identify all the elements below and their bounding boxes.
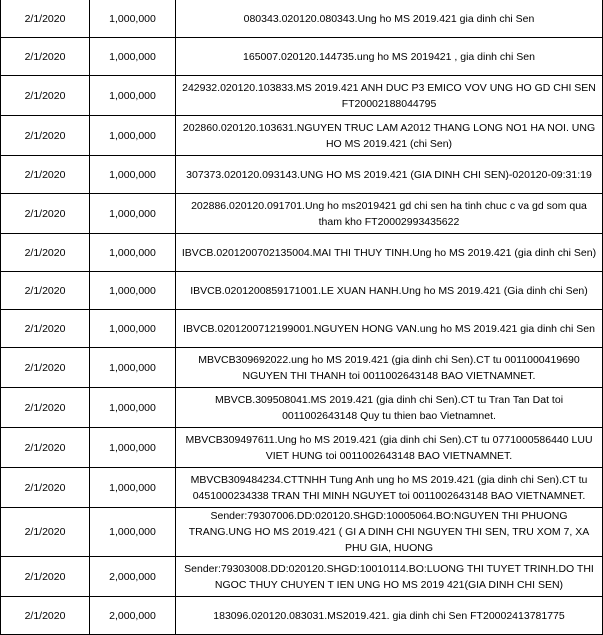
table-row (1, 348, 603, 388)
table-row (1, 156, 603, 194)
amount-cell[interactable]: 1,000,000 (90, 348, 176, 388)
table-row (1, 234, 603, 272)
description-cell[interactable]: MBVCB309692022.ung ho MS 2019.421 (gia dinh chi Sen).CT tu 0011000419690 NGUYEN THI THANH toi 0011002643148 BAO VIETNAMNET. (176, 348, 603, 388)
table-row (1, 468, 603, 508)
date-cell[interactable]: 2/1/2020 (1, 116, 90, 156)
amount-cell[interactable]: 1,000,000 (90, 428, 176, 468)
description-cell[interactable]: IBVCB.0201200859171001.LE XUAN HANH.Ung ho MS 2019.421 (Gia dinh chi Sen) (176, 272, 603, 310)
description-cell[interactable]: Sender:79303008.DD:020120.SHGD:10010114.BO:LUONG THI TUYET TRINH.DO THI NGOC THUY CHUYEN T IEN UNG HO MS 2019 421(GIA DINH CHI SEN) (176, 557, 603, 597)
amount-cell[interactable]: 1,000,000 (90, 272, 176, 310)
date-cell[interactable]: 2/1/2020 (1, 194, 90, 234)
date-cell[interactable]: 2/1/2020 (1, 348, 90, 388)
table-row (1, 597, 603, 635)
table-row (1, 116, 603, 156)
table-row (1, 428, 603, 468)
table-row (1, 508, 603, 557)
description-cell[interactable]: 307373.020120.093143.UNG HO MS 2019.421 (GIA DINH CHI SEN)-020120-09:31:19 (176, 156, 603, 194)
amount-cell[interactable]: 1,000,000 (90, 76, 176, 116)
amount-cell[interactable]: 1,000,000 (90, 388, 176, 428)
amount-cell[interactable]: 1,000,000 (90, 156, 176, 194)
date-cell[interactable]: 2/1/2020 (1, 428, 90, 468)
description-cell[interactable]: 165007.020120.144735.ung ho MS 2019421 , gia dinh chi Sen (176, 38, 603, 76)
amount-cell[interactable]: 2,000,000 (90, 597, 176, 635)
date-cell[interactable]: 2/1/2020 (1, 388, 90, 428)
amount-cell[interactable]: 1,000,000 (90, 116, 176, 156)
date-cell[interactable]: 2/1/2020 (1, 468, 90, 508)
date-cell[interactable]: 2/1/2020 (1, 38, 90, 76)
amount-cell[interactable]: 1,000,000 (90, 0, 176, 38)
amount-cell[interactable]: 1,000,000 (90, 508, 176, 557)
description-cell[interactable]: 242932.020120.103833.MS 2019.421 ANH DUC P3 EMICO VOV UNG HO GD CHI SEN FT20002188044795 (176, 76, 603, 116)
amount-cell[interactable]: 1,000,000 (90, 194, 176, 234)
date-cell[interactable]: 2/1/2020 (1, 234, 90, 272)
description-cell[interactable]: 202860.020120.103631.NGUYEN TRUC LAM A2012 THANG LONG NO1 HA NOI. UNG HO MS 2019.421 (chi Sen) (176, 116, 603, 156)
date-cell[interactable]: 2/1/2020 (1, 76, 90, 116)
description-cell[interactable]: MBVCB.309508041.MS 2019.421 (gia dinh chi Sen).CT tu Tran Tan Dat toi 0011002643148 Quy tu thien bao Vietnamnet. (176, 388, 603, 428)
date-cell[interactable]: 2/1/2020 (1, 557, 90, 597)
date-cell[interactable]: 2/1/2020 (1, 272, 90, 310)
date-cell[interactable]: 2/1/2020 (1, 508, 90, 557)
table-row (1, 557, 603, 597)
table-row (1, 272, 603, 310)
amount-cell[interactable]: 1,000,000 (90, 234, 176, 272)
amount-cell[interactable]: 2,000,000 (90, 557, 176, 597)
table-row (1, 0, 603, 38)
table-row (1, 194, 603, 234)
table-row (1, 38, 603, 76)
description-cell[interactable]: Sender:79307006.DD:020120.SHGD:10005064.BO:NGUYEN THI PHUONG TRANG.UNG HO MS 2019.421 ( GI A DINH CHI NGUYEN THI SEN, TRU XOM 7, XA PHU GIA, HUONG (176, 508, 603, 557)
description-cell[interactable]: 080343.020120.080343.Ung ho MS 2019.421 gia dinh chi Sen (176, 0, 603, 38)
date-cell[interactable]: 2/1/2020 (1, 0, 90, 38)
description-cell[interactable]: IBVCB.0201200712199001.NGUYEN HONG VAN.ung ho MS 2019.421 gia dinh chi Sen (176, 310, 603, 348)
table-row (1, 310, 603, 348)
table-row (1, 388, 603, 428)
description-cell[interactable]: 202886.020120.091701.Ung ho ms2019421 gd chi sen ha tinh chuc c va gd som qua tham kho FT20002993435622 (176, 194, 603, 234)
description-cell[interactable]: 183096.020120.083031.MS2019.421. gia dinh chi Sen FT20002413781775 (176, 597, 603, 635)
description-cell[interactable]: MBVCB309484234.CTTNHH Tung Anh ung ho MS 2019.421 (gia dinh chi Sen).CT tu 0451000234338 TRAN THI MINH NGUYET toi 0011002643148 BAO VIETNAMNET. (176, 468, 603, 508)
date-cell[interactable]: 2/1/2020 (1, 156, 90, 194)
description-cell[interactable]: MBVCB309497611.Ung ho MS 2019.421 (gia dinh chi Sen).CT tu 0771000586440 LUU VIET HUNG toi 0011002643148 BAO VIETNAMNET. (176, 428, 603, 468)
date-cell[interactable]: 2/1/2020 (1, 597, 90, 635)
amount-cell[interactable]: 1,000,000 (90, 38, 176, 76)
description-cell[interactable]: IBVCB.0201200702135004.MAI THI THUY TINH.Ung ho MS 2019.421 (gia dinh chi Sen) (176, 234, 603, 272)
amount-cell[interactable]: 1,000,000 (90, 310, 176, 348)
amount-cell[interactable]: 1,000,000 (90, 468, 176, 508)
table-row (1, 76, 603, 116)
date-cell[interactable]: 2/1/2020 (1, 310, 90, 348)
